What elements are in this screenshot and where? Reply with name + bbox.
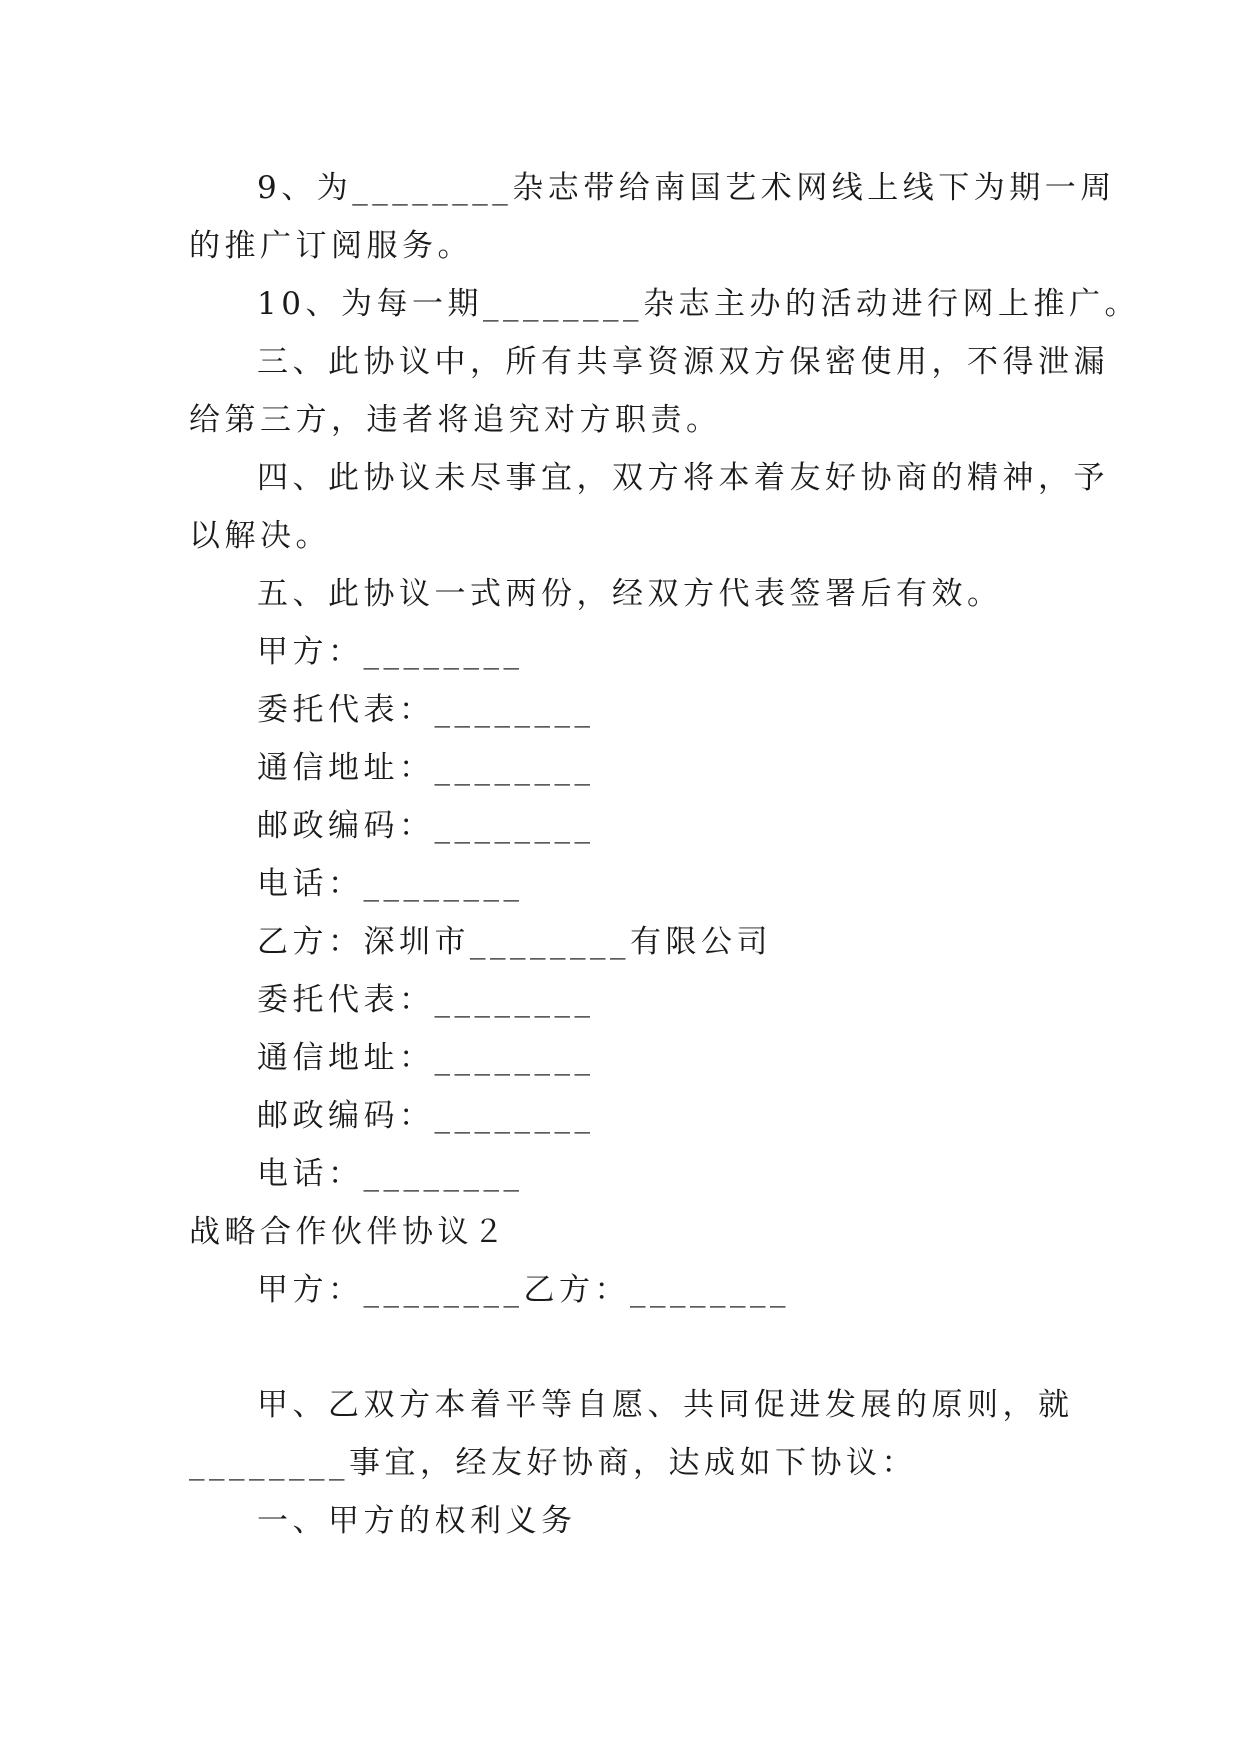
party-a-phone: 电话：________ — [257, 866, 524, 902]
parties-line: 甲方：________乙方：________ — [257, 1272, 790, 1308]
paragraph-line: 四、此协议未尽事宜，双方将本着友好协商的精神，予 — [257, 460, 1109, 496]
party-b-phone: 电话：________ — [257, 1156, 524, 1192]
paragraph-line: 甲、乙双方本着平等自愿、共同促进发展的原则，就 — [257, 1387, 1074, 1423]
party-a-postcode: 邮政编码：________ — [257, 808, 595, 844]
paragraph-line: 9、为________杂志带给南国艺术网线上线下为期一周 — [257, 170, 1116, 206]
paragraph-line: 三、此协议中，所有共享资源双方保密使用，不得泄漏 — [257, 344, 1109, 380]
party-b-field: 乙方：深圳市________有限公司 — [257, 924, 772, 960]
party-a-representative: 委托代表：________ — [257, 692, 595, 728]
party-b-address: 通信地址：________ — [257, 1040, 595, 1076]
paragraph-line: 以解决。 — [189, 518, 331, 554]
party-a-field: 甲方：________ — [257, 634, 524, 670]
paragraph-line: ________事宜，经友好协商，达成如下协议： — [189, 1445, 917, 1481]
paragraph-line: 给第三方，违者将追究对方职责。 — [189, 402, 722, 438]
party-b-postcode: 邮政编码：________ — [257, 1098, 595, 1134]
paragraph-line: 一、甲方的权利义务 — [257, 1503, 577, 1539]
paragraph-line: 10、为每一期________杂志主办的活动进行网上推广。 — [257, 286, 1140, 322]
paragraph-line: 的推广订阅服务。 — [189, 228, 473, 264]
party-b-representative: 委托代表：________ — [257, 982, 595, 1018]
section-heading: 战略合作伙伴协议２ — [189, 1214, 509, 1250]
party-a-address: 通信地址：________ — [257, 750, 595, 786]
paragraph-line: 五、此协议一式两份，经双方代表签署后有效。 — [257, 576, 1003, 612]
